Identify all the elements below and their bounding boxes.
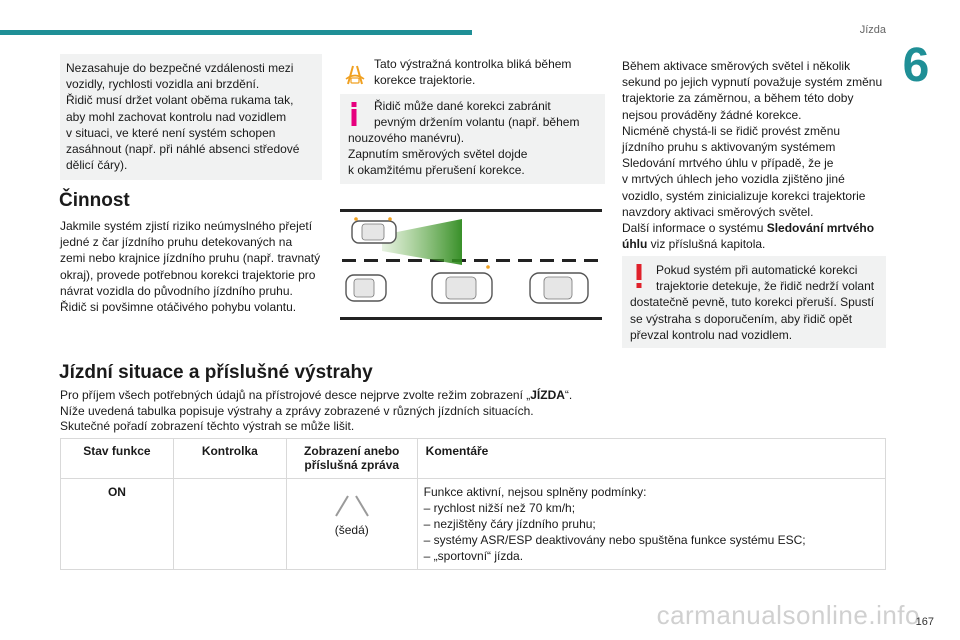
warning-lamp-note: [340, 56, 602, 88]
col-header-comments: Komentáře: [417, 439, 885, 479]
car-top-left: [352, 217, 396, 243]
paragraph-line: navzdory aktivaci směrových světel.: [622, 204, 814, 219]
alert-line: se výstraha s doporučením, aby řidič opět: [630, 311, 853, 326]
table-row: [61, 479, 886, 570]
caution-line: Řidič musí držet volant oběma rukama tak,: [66, 93, 294, 108]
paragraph-line: zemi nebo krajnice jízdního pruhu (např. travnatý: [60, 251, 321, 266]
paragraph-line: nejsou prováděny žádné korekce.: [622, 107, 802, 122]
caution-line: dělicí čáry).: [66, 158, 128, 173]
paragraph-line: vozidlo, systém zinicializuje korekci trajektorie: [622, 188, 866, 203]
lane-dashes: [342, 259, 598, 262]
warn-line: Tato výstražná kontrolka bliká během: [374, 57, 572, 71]
more-info-suffix: viz příslušná kapitola.: [647, 237, 766, 252]
lane-correction-diagram: [340, 207, 602, 321]
operation-paragraph: [60, 218, 322, 315]
info-line: pevným držením volantu (např. během: [374, 115, 580, 129]
comment-line: – nezjištěny čáry jízdního pruhu;: [423, 517, 596, 531]
comment-line: – rychlost nižší než 70 km/h;: [423, 501, 576, 515]
cell-indicator: [173, 479, 286, 570]
comment-line: – „sportovní“ jízda.: [423, 549, 524, 563]
section-name: Jízda: [859, 24, 886, 36]
warn-line: korekce trajektorie.: [374, 73, 476, 87]
col-header-status: Stav funkce: [61, 439, 174, 479]
paragraph-line: Řidič si povšimne otáčivého pohybu volantu.: [60, 300, 297, 315]
top-accent-bar: [0, 30, 472, 35]
cell-comments: [417, 479, 885, 570]
car-bottom-left: [346, 275, 386, 301]
watermark: carmanualsonline.info: [656, 600, 920, 630]
info-line: k okamžitému přerušení korekce.: [348, 163, 525, 177]
paragraph-line: v mrtvých úhlech jeho vozidla zjištěno jiné: [622, 172, 845, 187]
intro-suffix: “.: [564, 388, 573, 402]
page-number: 167: [915, 616, 934, 628]
heading-driving-situations: Jízdní situace a příslušné výstrahy: [59, 362, 373, 383]
col-header-indicator: Kontrolka: [173, 439, 286, 479]
exclamation-icon: [636, 264, 642, 288]
paragraph-line: jízdního pruhu s aktivovaným systémem: [622, 140, 836, 155]
paragraph-line: okraj), provede potřebnou korekci trajektorie pro: [60, 267, 316, 282]
grey-lane-lines-icon: [322, 492, 382, 518]
intro-line: Skutečné pořadí zobrazení těchto výstrah se může lišit.: [60, 419, 355, 434]
turn-signal-paragraph: [622, 58, 886, 252]
car-bottom-right: [530, 273, 588, 303]
cell-status: ON: [61, 479, 174, 570]
info-icon: [350, 102, 358, 126]
road-edge-bottom: [340, 317, 602, 320]
col-header-display: Zobrazení anebo příslušná zpráva: [286, 439, 417, 479]
paragraph-line: Jakmile systém zjistí riziko neúmyslného přejetí: [60, 219, 313, 233]
caution-line: vozidly, rychlosti vozidla ani brzdění.: [66, 77, 260, 92]
alert-line: Pokud systém při automatické korekci: [656, 263, 858, 277]
info-line: Zapnutím směrových světel dojde: [348, 147, 528, 161]
alert-line: trajektorie detekuje, že řidič nedrží volant: [656, 279, 875, 294]
alert-box: [622, 256, 886, 348]
display-caption: (šedá): [334, 523, 369, 537]
heading-operation: Činnost: [59, 190, 130, 211]
blind-spot-reference: Sledování mrtvého úhlu: [622, 221, 875, 252]
more-info-line: [622, 220, 886, 252]
paragraph-line: návrat vozidla do původního jízdního pruhu.: [60, 283, 293, 298]
caution-line: v situaci, ve které není systém schopen: [66, 125, 276, 140]
intro-prefix: Pro příjem všech potřebných údajů na přístrojové desce nejprve zvolte režim zobrazení „: [60, 388, 531, 402]
info-line: nouzového manévru).: [348, 131, 465, 145]
alert-line: dostatečně pevně, tuto korekci přeruší. Spustí: [630, 295, 875, 310]
paragraph-line: sekund po jejich vypnutí považuje systém změnu: [622, 75, 883, 90]
car-bottom-middle: [432, 265, 492, 303]
comment-line: Funkce aktivní, nejsou splněny podmínky:: [423, 485, 647, 499]
more-info-prefix: Další informace o systému: [622, 221, 767, 236]
table-header-row: [61, 439, 886, 479]
info-line: Řidič může dané korekci zabránit: [374, 99, 551, 113]
comment-line: – systémy ASR/ESP deaktivovány nebo spuštěna funkce systému ESC;: [423, 533, 806, 547]
caution-box: [60, 54, 322, 180]
paragraph-line: Nicméně chystá-li se řidič provést změnu: [622, 123, 841, 138]
paragraph-line: trajektorie za záměrnou, a během této doby: [622, 91, 854, 106]
paragraph-line: Během aktivace směrových světel i několik: [622, 59, 851, 73]
alert-line: převzal kontrolu nad vozidlem.: [630, 327, 793, 342]
paragraph-line: jedné z čar jízdního pruhu detekovaných na: [60, 235, 293, 250]
situations-table: [60, 438, 886, 570]
lane-warning-icon: [342, 58, 368, 88]
chapter-number: 6: [902, 39, 930, 92]
intro-line: [60, 388, 860, 404]
info-box: [340, 94, 605, 184]
paragraph-line: Sledování mrtvého úhlu v případě, že je: [622, 156, 834, 171]
caution-line: Nezasahuje do bezpečné vzdálenosti mezi: [66, 61, 294, 75]
road-edge-top: [340, 209, 602, 212]
driving-mode-name: JÍZDA: [530, 388, 565, 402]
caution-line: zasáhnout (např. při náhlé absenci středové: [66, 142, 300, 157]
caution-line: aby mohl zachovat kontrolu nad vozidlem: [66, 109, 287, 124]
situations-intro: [60, 388, 860, 435]
cell-display: [286, 479, 417, 570]
intro-line: Níže uvedená tabulka popisuje výstrahy a zprávy zobrazené v různých jízdních situacích.: [60, 403, 534, 418]
